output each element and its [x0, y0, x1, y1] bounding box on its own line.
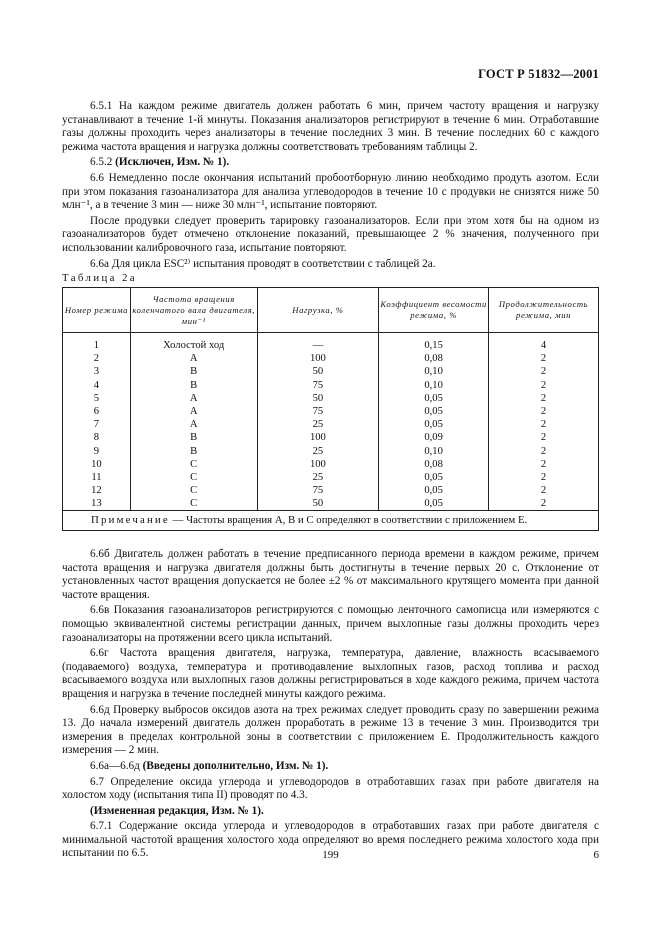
- table-cell: C: [130, 497, 257, 511]
- page-sub-number: 6: [593, 849, 599, 861]
- table-cell: 2: [489, 405, 599, 418]
- table-header-cell: Частота вращения коленчатого вала двигателя, мин⁻¹: [130, 288, 257, 333]
- table-row: [63, 379, 599, 392]
- paragraph-6-6a-6-6d: [62, 760, 599, 774]
- table-cell: 2: [489, 471, 599, 484]
- table-cell: B: [130, 445, 257, 458]
- table-note-text: — Частоты вращения A, B и C определяют в соответствии с приложением Е.: [169, 514, 528, 527]
- table-cell: 25: [257, 471, 379, 484]
- table-cell: C: [130, 471, 257, 484]
- table-row: [63, 497, 599, 511]
- table-header-cell: Нагрузка, %: [257, 288, 379, 333]
- table-cell: 2: [489, 418, 599, 431]
- table-header-cell: Продолжительность режима, мин: [489, 288, 599, 333]
- table-cell: 25: [257, 445, 379, 458]
- table-row: [63, 405, 599, 418]
- table-cell: 50: [257, 497, 379, 511]
- table-cell: 100: [257, 352, 379, 365]
- paragraph-6-6: 6.6 Немедленно после окончания испытаний пробоотборную линию необходимо продуть азотом. Если при этом показания газоанализатора для анализа углеводородов в течение 10 с продувки не снизятся ниже 50 млн⁻¹, а в течение 3 мин — ниже 30 млн⁻¹, испытание повторяют.: [62, 171, 599, 212]
- table-row: [63, 484, 599, 497]
- table-cell: 2: [63, 352, 131, 365]
- table-cell: 2: [489, 365, 599, 378]
- table-cell: A: [130, 392, 257, 405]
- table-cell: C: [130, 484, 257, 497]
- table-cell: 100: [257, 431, 379, 444]
- table-cell: 0,05: [379, 471, 489, 484]
- table-cell: 2: [489, 458, 599, 471]
- table-cell: 0,10: [379, 365, 489, 378]
- paragraph-6-6g: 6.6г Частота вращения двигателя, нагрузка, температура, давление, влажность всасываемого (подаваемого) воздуха, температура и противодавление выхлопных газов, расход топлива и расход всасываемого воздуха или выхлопных газов должны регистрироваться в ходе каждого режима, причем частота вращения и нагрузка в течение последней минуты каждого режима.: [62, 647, 599, 700]
- table-cell: 12: [63, 484, 131, 497]
- table-cell: A: [130, 352, 257, 365]
- paragraph-6-6a-6-6d-num: 6.6а—6.6д: [90, 759, 140, 772]
- table-cell: 0,08: [379, 458, 489, 471]
- standard-number: ГОСТ Р 51832—2001: [478, 67, 599, 81]
- table-cell: 2: [489, 497, 599, 511]
- table-row: [63, 458, 599, 471]
- table-cell: 75: [257, 379, 379, 392]
- table-cell: 3: [63, 365, 131, 378]
- table-cell: 5: [63, 392, 131, 405]
- table-cell: 0,05: [379, 497, 489, 511]
- table-cell: 4: [63, 379, 131, 392]
- table-cell: B: [130, 379, 257, 392]
- paragraph-6-5-2-bold: (Исключен, Изм. № 1).: [115, 156, 230, 169]
- table-cell: 2: [489, 484, 599, 497]
- table-cell: 0,10: [379, 379, 489, 392]
- table-cell: 4: [489, 339, 599, 352]
- table-cell: 1: [63, 339, 131, 352]
- paragraph-6-7-amend: (Измененная редакция, Изм. № 1).: [90, 804, 264, 817]
- table-cell: 0,08: [379, 352, 489, 365]
- table-cell: 75: [257, 484, 379, 497]
- table-header-row: [63, 288, 599, 333]
- paragraph-6-6b: 6.6б Двигатель должен работать в течение предписанного периода времени в каждом режиме, причем частота вращения и нагрузка двигателя должны быть достигнуты в течение первых 20 с. Отклонение от установленных частот вращения допускается не более ±2 % от максимального крутящего момента при данной частоте вращения.: [62, 548, 599, 601]
- table-cell: 10: [63, 458, 131, 471]
- table-row: [63, 339, 599, 352]
- paragraph-6-5-2-num: 6.5.2: [90, 156, 113, 169]
- table-cell: 2: [489, 352, 599, 365]
- table-cell: 0,05: [379, 392, 489, 405]
- paragraph-6-5-2: [62, 156, 599, 170]
- table-cell: —: [257, 339, 379, 352]
- table-row: [63, 418, 599, 431]
- table-cell: 75: [257, 405, 379, 418]
- table-caption: Таблица 2а: [62, 272, 137, 284]
- table-cell: 2: [489, 431, 599, 444]
- table-cell: 0,05: [379, 418, 489, 431]
- table-cell: A: [130, 418, 257, 431]
- table-cell: 25: [257, 418, 379, 431]
- paragraph-6-6d: 6.6д Проверку выбросов оксидов азота на трех режимах следует проводить сразу по завершении режима 13. До начала измерений двигатель должен проработать в режиме 13 в течение 3 мин. Производится три измерения в пределах контрольной зоны в соответствии с приложением Е. Продолжительность каждого измерения — 2 мин.: [62, 703, 599, 757]
- table-cell: 0,09: [379, 431, 489, 444]
- table-row: [63, 445, 599, 458]
- table-cell: 13: [63, 497, 131, 511]
- table-cell: C: [130, 458, 257, 471]
- table-row: [63, 352, 599, 365]
- table-2a: [62, 287, 599, 531]
- table-cell: A: [130, 405, 257, 418]
- table-row: [63, 471, 599, 484]
- table-note-label: Примечание: [91, 514, 170, 527]
- paragraph-6-6a: 6.6а Для цикла ESC²⁾ испытания проводят в соответствии с таблицей 2а.: [90, 257, 436, 270]
- table-cell: Холостой ход: [130, 339, 257, 352]
- table-cell: 50: [257, 365, 379, 378]
- text-block-top: [62, 100, 599, 273]
- table-cell: 50: [257, 392, 379, 405]
- table-header-cell: Коэффициент весомости режима, %: [379, 288, 489, 333]
- table-cell: 7: [63, 418, 131, 431]
- table-cell: B: [130, 365, 257, 378]
- paragraph-6-7: 6.7 Определение оксида углерода и углеводородов в отработавших газах при работе двигателя на холостом ходу (испытания типа II) проводят по 4.3.: [62, 775, 599, 802]
- table-cell: 8: [63, 431, 131, 444]
- table-cell: 0,05: [379, 405, 489, 418]
- table-row: [63, 431, 599, 444]
- paragraph-6-6a-6-6d-bold: (Введены дополнительно, Изм. № 1).: [142, 759, 329, 772]
- paragraph-6-7-1: 6.7.1 Содержание оксида углерода и углеводородов в отработавших газах при работе двигателя с минимальной частотой вращения холостого хода определяют во время последнего режима холостого хода при испытании по 6.5.: [62, 820, 599, 860]
- table-cell: 11: [63, 471, 131, 484]
- table-cell: 2: [489, 445, 599, 458]
- table-row: [63, 392, 599, 405]
- table-row: [63, 365, 599, 378]
- table-cell: 2: [489, 392, 599, 405]
- table-cell: 0,15: [379, 339, 489, 352]
- table-cell: 0,05: [379, 484, 489, 497]
- paragraph-6-6-cont: После продувки следует проверить тарировку газоанализаторов. Если при этом хотя бы на одном из газоанализаторов будет отмечено отклонение показаний, превышающее 2 % значения, полученного при использовании калибровочного газа, испытание повторяют.: [62, 214, 599, 254]
- text-block-bottom: [62, 548, 599, 863]
- table-note-row: [63, 511, 599, 531]
- table-cell: B: [130, 431, 257, 444]
- paragraph-6-6v: 6.6в Показания газоанализаторов регистрируются с помощью ленточного самописца или измеряются с помощью эквивалентной системы регистрации данных, причем выхлопные газы должны проходить через газоанализаторы на протяжении всего цикла испытаний.: [62, 604, 599, 644]
- table-cell: 9: [63, 445, 131, 458]
- table-body: [63, 339, 599, 511]
- table-cell: 100: [257, 458, 379, 471]
- table-cell: 6: [63, 405, 131, 418]
- table-header-cell: Номер режима: [63, 288, 131, 333]
- table-note: [63, 511, 599, 531]
- paragraph-6-5-1: 6.5.1 На каждом режиме двигатель должен работать 6 мин, причем частоту вращения и нагрузку устанавливают в течение 1-й минуты. Показания анализаторов регистрируют в течение 6 мин. Отработавшие газы должны проходить через анализаторы в течение последних 3 мин. В течение последних 60 с каждого режима частота вращения и нагрузка должны соответствовать требованиям таблицы 2.: [62, 100, 599, 153]
- table-cell: 0,10: [379, 445, 489, 458]
- table-cell: 2: [489, 379, 599, 392]
- page-number: 199: [322, 849, 339, 861]
